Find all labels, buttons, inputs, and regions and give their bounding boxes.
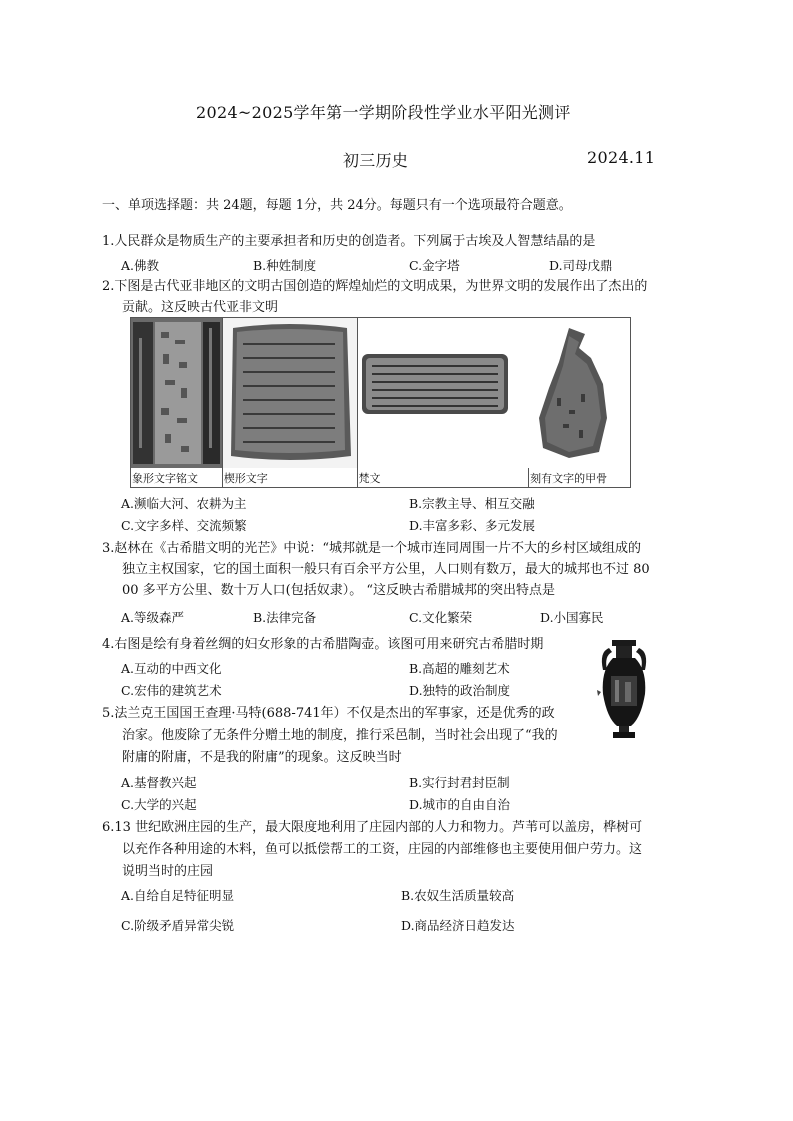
q6-stem-line1: 6.13 世纪欧洲庄园的生产，最大限度地利用了庄园内部的人力和物力。芦苇可以盖房，桦树可 <box>102 820 643 835</box>
cuneiform-cell <box>222 318 357 488</box>
greek-amphora-image <box>595 638 653 742</box>
q4-option-d: D.独特的政治制度 <box>409 683 511 698</box>
q6-option-b: B.农奴生活质量较高 <box>401 888 515 903</box>
q4-option-b: B.高超的雕刻艺术 <box>409 661 510 676</box>
q3-stem-line3: 00 多平方公里、数十万人口(包括奴隶）。 “这反映古希腊城邦的突出特点是 <box>122 583 556 598</box>
q2-stem-line1: 2.下图是古代亚非地区的文明古国创造的辉煌灿烂的文明成果，为世界文明的发展作出了杰出的 <box>102 279 648 294</box>
exam-title: 2024~2025学年第一学期阶段性学业水平阳光测评 <box>196 103 571 122</box>
q3-stem-line1: 3.赵林在《古希腊文明的光芒》中说：“城邦就是一个城市连同周围一片不大的乡村区域组成的 <box>102 541 642 556</box>
section-heading: 一、单项选择题：共 24题，每题 1分，共 24分。每题只有一个选项最符合题意。 <box>102 198 572 213</box>
civilization-image-table <box>130 317 631 488</box>
caption-sanskrit: 梵文 <box>358 472 381 485</box>
q5-option-b: B.实行封君封臣制 <box>409 775 510 790</box>
q6-option-a: A.自给自足特征明显 <box>121 888 235 903</box>
q5-stem-line3: 附庸的附庸，不是我的附庸”的现象。这反映当时 <box>122 750 402 765</box>
q5-option-c: C.大学的兴起 <box>121 797 197 812</box>
q6-stem-line2: 以充作各种用途的木料，鱼可以抵偿帮工的工资，庄园的内部维修也主要使用佃户劳力。这 <box>122 842 643 857</box>
q5-option-a: A.基督教兴起 <box>121 775 197 790</box>
cuneiform-tablet-image <box>223 318 357 468</box>
q3-option-d: D.小国寡民 <box>540 610 604 625</box>
q1-stem: 1.人民群众是物质生产的主要承担者和历史的创造者。下列属于古埃及人智慧结晶的是 <box>102 234 596 249</box>
q6-option-d: D.商品经济日趋发达 <box>401 918 515 933</box>
sanskrit-cell <box>357 318 529 488</box>
caption-hieroglyph: 象形文字铭文 <box>132 472 198 485</box>
q2-option-a: A.濒临大河、农耕为主 <box>121 496 247 511</box>
q6-stem-line3: 说明当时的庄园 <box>122 864 214 879</box>
q1-option-d: D.司母戊鼎 <box>549 258 613 273</box>
q4-stem: 4.右图是绘有身着丝绸的妇女形象的古希腊陶壶。该图可用来研究古希腊时期 <box>102 637 544 652</box>
q5-option-d: D.城市的自由自治 <box>409 797 511 812</box>
q3-stem-line2: 独立主权国家，它的国土面积一般只有百余平方公里，人口则有数万，最大的城邦也不过 80 <box>122 562 650 577</box>
q2-option-d: D.丰富多彩、多元发展 <box>409 518 536 533</box>
q2-option-c: C.文字多样、交流频繁 <box>121 518 247 533</box>
q1-option-c: C.金字塔 <box>409 258 460 273</box>
caption-oracle-bone: 刻有文字的甲骨 <box>530 472 608 485</box>
caption-cuneiform: 楔形文字 <box>223 472 268 485</box>
q4-option-a: A.互动的中西文化 <box>121 661 222 676</box>
q3-option-b: B.法律完备 <box>253 610 317 625</box>
q3-option-c: C.文化繁荣 <box>409 610 473 625</box>
subject-title: 初三历史 <box>343 151 409 170</box>
hieroglyph-cell <box>131 318 223 488</box>
q4-option-c: C.宏伟的建筑艺术 <box>121 683 222 698</box>
q1-option-a: A.佛教 <box>121 258 160 273</box>
oracle-bone-cell <box>529 318 631 488</box>
q1-option-b: B.种姓制度 <box>253 258 317 273</box>
hieroglyph-inscription-image <box>131 318 222 468</box>
q5-stem-line1: 5.法兰克王国国王查理·马特(688-741年）不仅是杰出的军事家，还是优秀的政 <box>102 706 555 721</box>
oracle-bone-image <box>529 318 630 468</box>
q5-stem-line2: 治家。他废除了无条件分赠土地的制度，推行采邑制，当时社会出现了“我的 <box>122 728 558 743</box>
q2-stem-line2: 贡献。这反映古代亚非文明 <box>122 300 279 315</box>
q2-option-b: B.宗教主导、相互交融 <box>409 496 535 511</box>
exam-date: 2024.11 <box>587 148 656 167</box>
sanskrit-manuscript-image <box>358 318 529 468</box>
q6-option-c: C.阶级矛盾异常尖锐 <box>121 918 235 933</box>
q3-option-a: A.等级森严 <box>121 610 185 625</box>
